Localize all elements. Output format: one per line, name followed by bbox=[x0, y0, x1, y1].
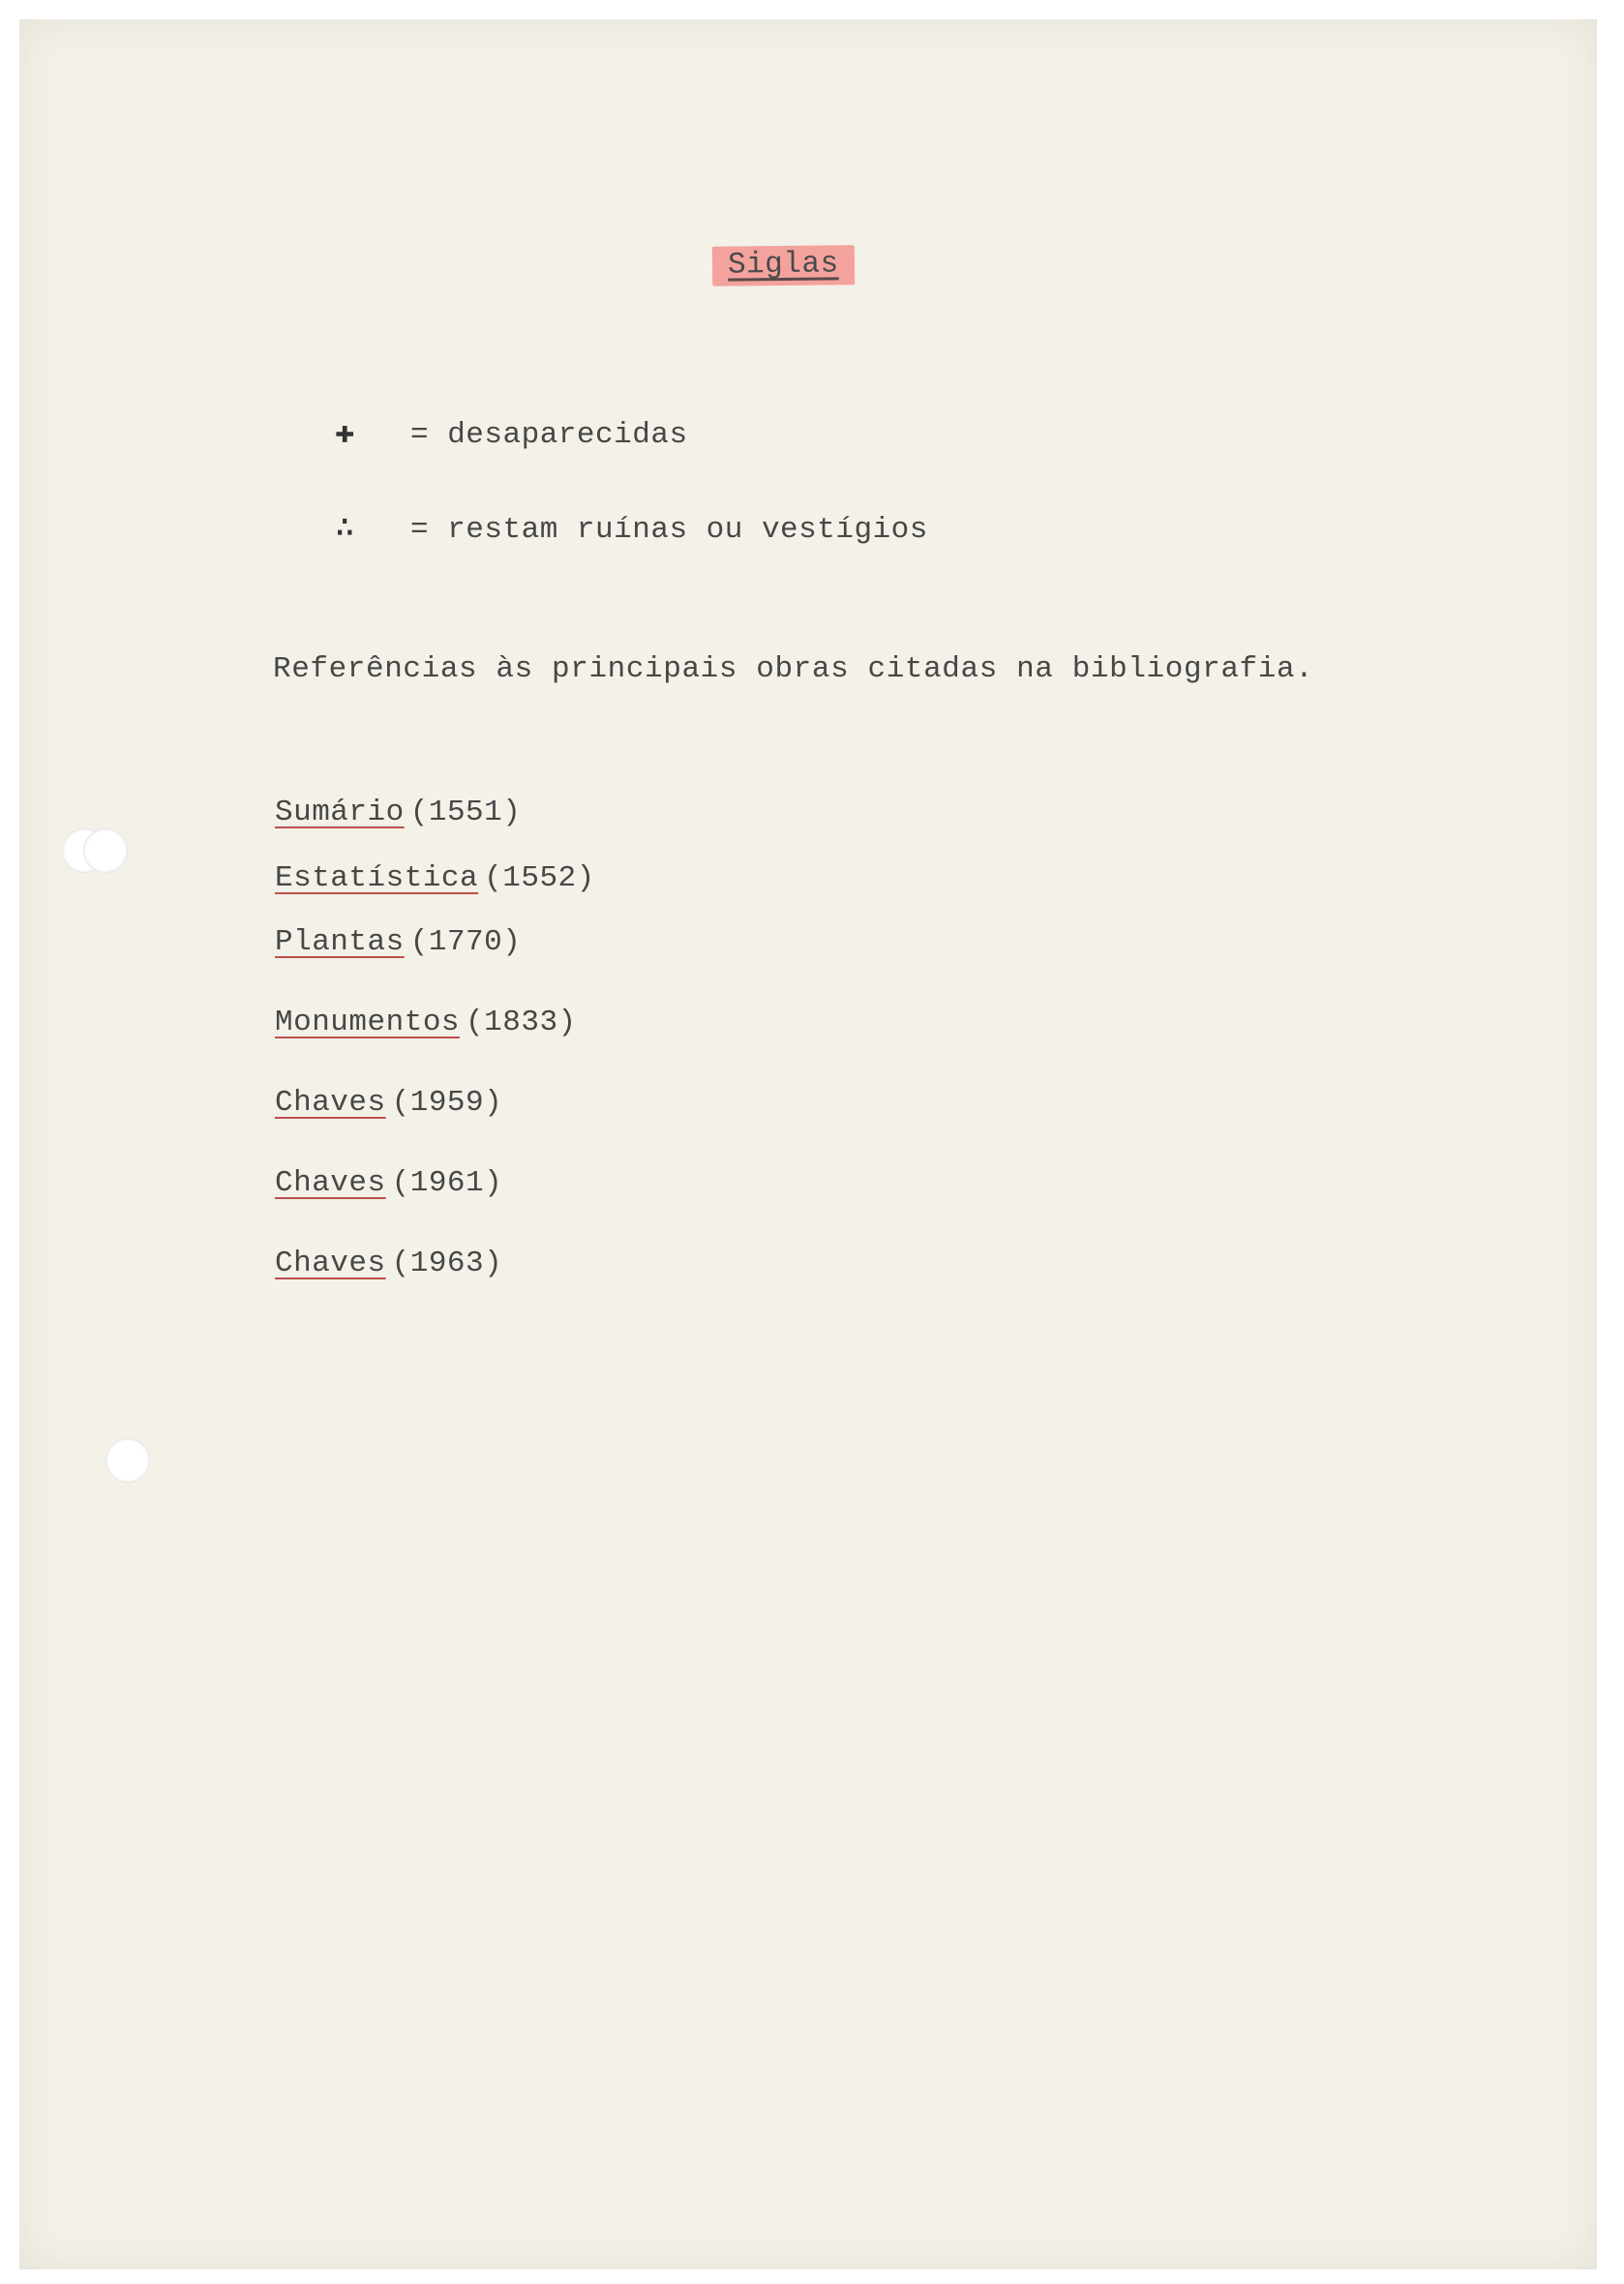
legend-item-ruins bbox=[335, 507, 928, 548]
reference-year: (1551) bbox=[409, 796, 522, 829]
reference-year: (1833) bbox=[466, 1006, 577, 1039]
reference-item bbox=[275, 861, 595, 895]
reference-name: Chaves bbox=[275, 1247, 386, 1280]
paper-sheet bbox=[19, 19, 1597, 2269]
legend-text: = restam ruínas ou vestígios bbox=[410, 513, 928, 547]
intro-text: Referências às principais obras citadas na bibliografia. bbox=[273, 652, 1314, 686]
punch-hole bbox=[83, 828, 128, 873]
reference-year: (1963) bbox=[391, 1247, 503, 1280]
reference-year: (1959) bbox=[391, 1086, 503, 1120]
legend-item-disappeared bbox=[335, 412, 688, 453]
reference-item bbox=[275, 1166, 502, 1200]
reference-item bbox=[275, 1006, 577, 1039]
reference-year: (1770) bbox=[409, 925, 522, 959]
reference-year: (1961) bbox=[391, 1166, 503, 1200]
plus-icon: ✚ bbox=[335, 416, 355, 453]
reference-name: Sumário bbox=[275, 796, 405, 829]
reference-name: Monumentos bbox=[275, 1006, 461, 1039]
dots-icon: ∴ bbox=[335, 511, 355, 548]
reference-year: (1552) bbox=[484, 861, 595, 895]
legend-text: = desaparecidas bbox=[410, 418, 688, 452]
reference-name: Estatística bbox=[275, 861, 479, 895]
reference-name: Plantas bbox=[275, 925, 405, 959]
reference-name: Chaves bbox=[275, 1166, 386, 1200]
reference-item bbox=[275, 1247, 502, 1280]
page-title: Siglas bbox=[727, 247, 839, 283]
reference-item bbox=[275, 1086, 502, 1120]
punch-hole bbox=[105, 1438, 150, 1483]
reference-item bbox=[275, 925, 521, 959]
reference-item bbox=[275, 796, 521, 829]
reference-name: Chaves bbox=[275, 1086, 386, 1120]
title-highlight bbox=[712, 245, 855, 286]
